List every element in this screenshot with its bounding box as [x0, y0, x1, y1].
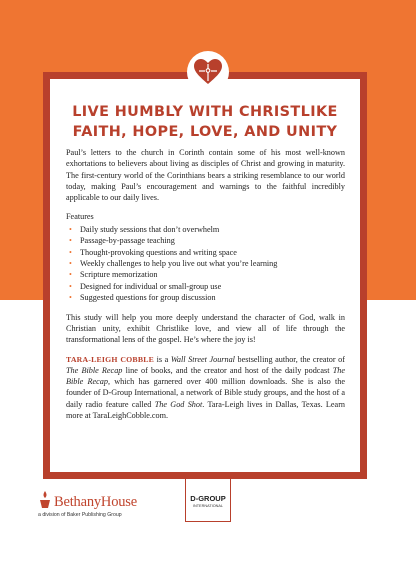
feature-text: Passage-by-passage teaching	[80, 236, 175, 246]
publisher-logos	[0, 472, 416, 542]
feature-item	[69, 269, 345, 280]
feature-item	[69, 281, 345, 292]
bio-text: . Tara-Leigh lives in Dallas, Texas. Learn more at TaraLeighCobble.com.	[66, 399, 346, 420]
bio-italic: Wall Street Journal	[170, 354, 235, 364]
description-card	[43, 72, 367, 479]
bullet-icon: •	[69, 281, 72, 291]
feature-item	[69, 258, 345, 269]
feature-text: Scripture memorization	[80, 270, 158, 280]
bullet-icon: •	[69, 259, 72, 268]
feature-text: Suggested questions for group discussion	[80, 293, 216, 303]
publisher-name: BethanyHouse	[54, 494, 137, 510]
bio-text: is a	[154, 354, 171, 364]
bio-italic: The God Shot	[154, 399, 203, 409]
bio-italic: The Bible Recap	[66, 365, 123, 375]
headline: LIVE HUMBLY WITH CHRISTLIKE FAITH, HOPE, LOVE, AND UNITY	[72, 104, 338, 140]
dgroup-name: D-GROUP	[190, 494, 226, 503]
feature-text: Designed for individual or small-group use	[80, 281, 222, 291]
dgroup-subtitle: INTERNATIONAL	[192, 504, 224, 508]
bullet-icon: •	[69, 224, 72, 234]
bullet-icon: •	[69, 247, 72, 257]
author-bio	[66, 354, 345, 422]
publisher-subtitle: a division of Baker Publishing Group	[38, 512, 122, 518]
heart-puzzle-icon	[187, 51, 229, 93]
closing-paragraph: This study will help you more deeply understand the character of God, walk in Christian unity, exhibit Christlike love, and view all of life through the transformational lens of the gospel. He’s where the joy is!	[66, 312, 345, 345]
bio-text: line of books, and the creator and host of the daily podcast	[122, 365, 333, 375]
intro-paragraph: Paul’s letters to the church in Corinth contain some of his most well-known exhortations to believers about living as disciples of Christ and growing in maturity. The first-century world of the Corinthians bears a striking resemblance to our world today, making Paul’s encouragement and warnings to the faithful incredibly applicable to our daily lives.	[66, 148, 345, 203]
bullet-icon: •	[69, 236, 72, 246]
features-label: Features	[66, 212, 94, 222]
feature-item	[69, 247, 345, 258]
bethany-house-logo	[36, 490, 176, 530]
feature-text: Daily study sessions that don’t overwhelm	[80, 224, 220, 234]
author-name: TARA-LEIGH COBBLE	[66, 354, 155, 364]
lamp-icon	[37, 490, 53, 510]
card-content	[66, 147, 345, 429]
feature-text: Thought-provoking questions and writing space	[80, 247, 237, 257]
bio-italic: The Bible Recap	[66, 365, 345, 387]
dgroup-logo	[185, 478, 231, 522]
bio-text: , which has garnered over 400 million downloads. She is also the founder of D-Group International, a network of Bible study groups, and the host of a daily radio feature called	[66, 377, 345, 409]
feature-item	[69, 235, 345, 246]
feature-item	[69, 224, 345, 235]
bullet-icon: •	[69, 293, 72, 303]
feature-text: Weekly challenges to help you live out what you’re learning	[80, 259, 278, 268]
features-list	[66, 224, 345, 304]
bio-text: bestselling author, the creator of	[234, 354, 345, 364]
bullet-icon: •	[69, 270, 72, 280]
feature-item	[69, 292, 345, 303]
